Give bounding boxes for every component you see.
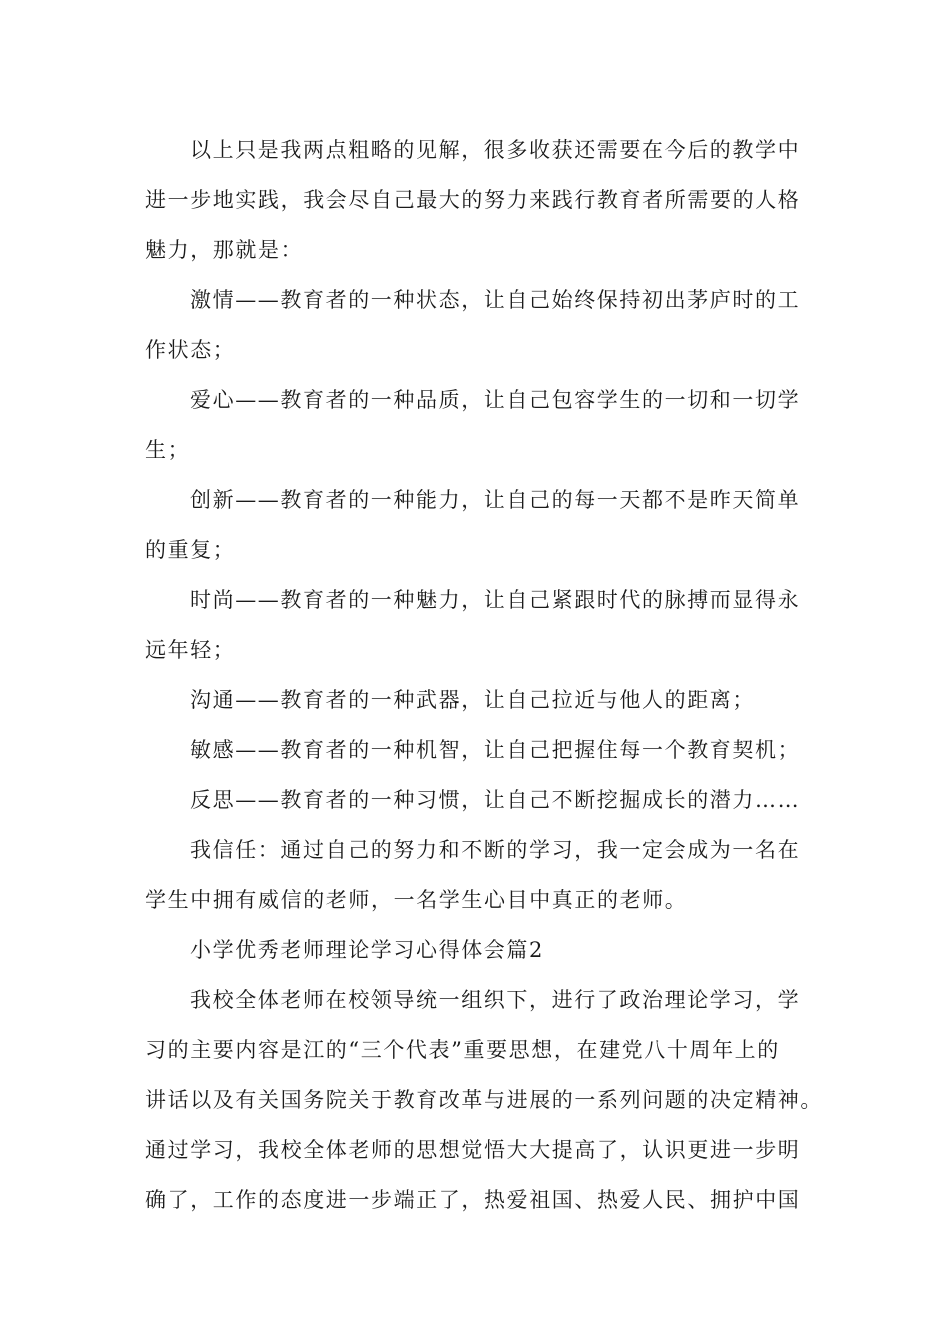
paragraph-line: 敏感——教育者的一种机智，让自己把握住每一个教育契机； <box>190 738 801 762</box>
paragraph-line: 远年轻； <box>145 638 236 662</box>
paragraph-line: 我校全体老师在校领导统一组织下，进行了政治理论学习，学 <box>190 988 801 1012</box>
paragraph-line: 沟通——教育者的一种武器，让自己拉近与他人的距离； <box>190 688 755 712</box>
paragraph-line: 学生中拥有威信的老师，一名学生心目中真正的老师。 <box>145 888 688 912</box>
paragraph-line: 魅力，那就是： <box>145 238 304 262</box>
paragraph-line: 激情——教育者的一种状态，让自己始终保持初出茅庐时的工 <box>190 288 801 312</box>
section-heading: 小学优秀老师理论学习心得体会篇2 <box>190 938 544 962</box>
paragraph-line: 生； <box>145 438 191 462</box>
paragraph-line: 的重复； <box>145 538 236 562</box>
paragraph-line: 爱心——教育者的一种品质，让自己包容学生的一切和一切学 <box>190 388 801 412</box>
paragraph-line: 以上只是我两点粗略的见解，很多收获还需要在今后的教学中 <box>190 138 801 162</box>
paragraph-line: 创新——教育者的一种能力，让自己的每一天都不是昨天简单 <box>190 488 801 512</box>
paragraph-line: 我信任：通过自己的努力和不断的学习，我一定会成为一名在 <box>190 838 801 862</box>
paragraph-line: 讲话以及有关国务院关于教育改革与进展的一系列问题的决定精神。 <box>145 1088 823 1112</box>
paragraph-line: 进一步地实践，我会尽自己最大的努力来践行教育者所需要的人格 <box>145 188 801 212</box>
paragraph-line: 作状态； <box>145 338 236 362</box>
paragraph-line: 时尚——教育者的一种魅力，让自己紧跟时代的脉搏而显得永 <box>190 588 801 612</box>
paragraph-line: 反思——教育者的一种习惯，让自己不断挖掘成长的潜力…… <box>190 788 801 812</box>
paragraph-line: 确了，工作的态度进一步端正了，热爱祖国、热爱人民、拥护中国 <box>145 1188 801 1212</box>
paragraph-line: 习的主要内容是江的“三个代表”重要思想，在建党八十周年上的 <box>145 1038 780 1062</box>
paragraph-line: 通过学习，我校全体老师的思想觉悟大大提高了，认识更进一步明 <box>145 1138 801 1162</box>
